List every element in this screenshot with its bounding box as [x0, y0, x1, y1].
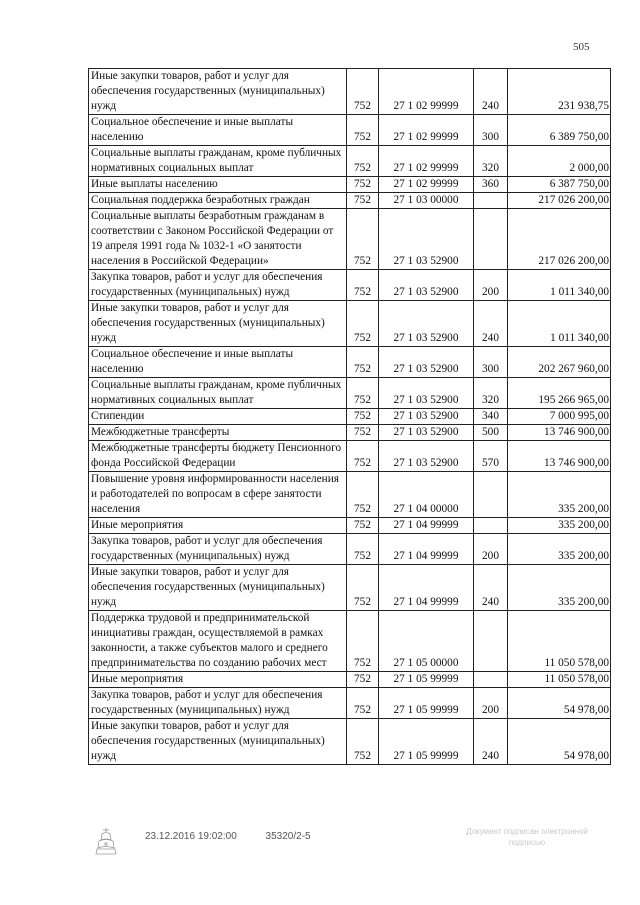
row-expense-type-cell: 500 [474, 425, 508, 441]
row-expense-type-cell [474, 472, 508, 518]
row-target-code-cell: 27 1 03 52900 [379, 409, 474, 425]
footer-datetime: 23.12.2016 19:02:00 [145, 831, 237, 842]
budget-table [88, 68, 611, 765]
row-target-code-cell: 27 1 03 52900 [379, 347, 474, 378]
row-ministry-code-cell: 752 [347, 209, 379, 270]
emblem-icon [94, 826, 118, 861]
row-name-cell: Иные мероприятия [89, 672, 347, 688]
row-name-cell: Закупка товаров, работ и услуг для обеспечения государственных (муниципальных) нужд [89, 688, 347, 719]
table-row [89, 301, 611, 347]
row-name-cell: Иные закупки товаров, работ и услуг для обеспечения государственных (муниципальных) нужд [89, 301, 347, 347]
table-row [89, 270, 611, 301]
row-amount-cell: 217 026 200,00 [508, 209, 611, 270]
signature-stamp: Документ подписан электронной подписью [466, 827, 588, 847]
row-ministry-code-cell: 752 [347, 193, 379, 209]
table-row [89, 115, 611, 146]
row-target-code-cell: 27 1 05 00000 [379, 611, 474, 672]
row-amount-cell: 217 026 200,00 [508, 193, 611, 209]
row-amount-cell: 335 200,00 [508, 534, 611, 565]
row-amount-cell: 335 200,00 [508, 518, 611, 534]
row-target-code-cell: 27 1 02 99999 [379, 177, 474, 193]
row-target-code-cell: 27 1 03 00000 [379, 193, 474, 209]
row-expense-type-cell: 320 [474, 146, 508, 177]
row-expense-type-cell: 240 [474, 301, 508, 347]
row-target-code-cell: 27 1 03 52900 [379, 209, 474, 270]
row-expense-type-cell: 240 [474, 565, 508, 611]
row-target-code-cell: 27 1 03 52900 [379, 378, 474, 409]
table-row [89, 177, 611, 193]
table-row [89, 69, 611, 115]
row-ministry-code-cell: 752 [347, 719, 379, 765]
row-target-code-cell: 27 1 04 99999 [379, 518, 474, 534]
row-expense-type-cell [474, 672, 508, 688]
row-name-cell: Социальная поддержка безработных граждан [89, 193, 347, 209]
table-row [89, 378, 611, 409]
row-expense-type-cell: 200 [474, 688, 508, 719]
row-target-code-cell: 27 1 05 99999 [379, 688, 474, 719]
table-row [89, 672, 611, 688]
row-target-code-cell: 27 1 04 00000 [379, 472, 474, 518]
row-ministry-code-cell: 752 [347, 69, 379, 115]
row-amount-cell: 2 000,00 [508, 146, 611, 177]
row-name-cell: Межбюджетные трансферты [89, 425, 347, 441]
row-ministry-code-cell: 752 [347, 177, 379, 193]
row-target-code-cell: 27 1 05 99999 [379, 672, 474, 688]
row-expense-type-cell [474, 193, 508, 209]
row-amount-cell: 231 938,75 [508, 69, 611, 115]
row-expense-type-cell [474, 209, 508, 270]
row-name-cell: Социальные выплаты гражданам, кроме публичных нормативных социальных выплат [89, 146, 347, 177]
row-ministry-code-cell: 752 [347, 518, 379, 534]
row-expense-type-cell: 300 [474, 115, 508, 146]
row-name-cell: Социальные выплаты гражданам, кроме публичных нормативных социальных выплат [89, 378, 347, 409]
row-ministry-code-cell: 752 [347, 409, 379, 425]
table-row [89, 193, 611, 209]
row-name-cell: Иные закупки товаров, работ и услуг для обеспечения государственных (муниципальных) нужд [89, 69, 347, 115]
row-ministry-code-cell: 752 [347, 688, 379, 719]
row-amount-cell: 54 978,00 [508, 719, 611, 765]
row-name-cell: Повышение уровня информированности населения и работодателей по вопросам в сфере занятости населения [89, 472, 347, 518]
row-ministry-code-cell: 752 [347, 146, 379, 177]
row-name-cell: Закупка товаров, работ и услуг для обеспечения государственных (муниципальных) нужд [89, 534, 347, 565]
row-expense-type-cell: 200 [474, 270, 508, 301]
row-ministry-code-cell: 752 [347, 378, 379, 409]
table-row [89, 441, 611, 472]
table-row [89, 425, 611, 441]
row-expense-type-cell: 240 [474, 69, 508, 115]
table-row [89, 534, 611, 565]
row-ministry-code-cell: 752 [347, 425, 379, 441]
row-name-cell: Межбюджетные трансферты бюджету Пенсионного фонда Российской Федерации [89, 441, 347, 472]
row-amount-cell: 13 746 900,00 [508, 425, 611, 441]
table-row [89, 518, 611, 534]
row-target-code-cell: 27 1 02 99999 [379, 115, 474, 146]
row-name-cell: Иные закупки товаров, работ и услуг для обеспечения государственных (муниципальных) нужд [89, 565, 347, 611]
row-ministry-code-cell: 752 [347, 347, 379, 378]
table-row [89, 472, 611, 518]
row-target-code-cell: 27 1 04 99999 [379, 534, 474, 565]
row-amount-cell: 335 200,00 [508, 472, 611, 518]
row-target-code-cell: 27 1 02 99999 [379, 146, 474, 177]
row-expense-type-cell: 570 [474, 441, 508, 472]
row-target-code-cell: 27 1 03 52900 [379, 301, 474, 347]
row-name-cell: Социальное обеспечение и иные выплаты населению [89, 115, 347, 146]
table-row [89, 347, 611, 378]
row-name-cell: Иные закупки товаров, работ и услуг для обеспечения государственных (муниципальных) нужд [89, 719, 347, 765]
row-target-code-cell: 27 1 03 52900 [379, 270, 474, 301]
row-amount-cell: 1 011 340,00 [508, 270, 611, 301]
row-amount-cell: 6 387 750,00 [508, 177, 611, 193]
row-target-code-cell: 27 1 02 99999 [379, 69, 474, 115]
row-amount-cell: 11 050 578,00 [508, 611, 611, 672]
row-name-cell: Закупка товаров, работ и услуг для обеспечения государственных (муниципальных) нужд [89, 270, 347, 301]
table-row [89, 146, 611, 177]
row-amount-cell: 202 267 960,00 [508, 347, 611, 378]
row-ministry-code-cell: 752 [347, 441, 379, 472]
row-amount-cell: 1 011 340,00 [508, 301, 611, 347]
row-ministry-code-cell: 752 [347, 472, 379, 518]
row-amount-cell: 6 389 750,00 [508, 115, 611, 146]
row-ministry-code-cell: 752 [347, 611, 379, 672]
document-footer [145, 831, 311, 842]
table-row [89, 611, 611, 672]
row-target-code-cell: 27 1 05 99999 [379, 719, 474, 765]
row-expense-type-cell: 360 [474, 177, 508, 193]
row-target-code-cell: 27 1 04 99999 [379, 565, 474, 611]
row-name-cell: Социальные выплаты безработным гражданам в соответствии с Законом Российской Федерации от 19 апреля 1991 года № 1032-1 «О занятости населения в Российской Федерации» [89, 209, 347, 270]
row-expense-type-cell: 340 [474, 409, 508, 425]
page-number: 505 [573, 41, 590, 53]
row-amount-cell: 7 000 995,00 [508, 409, 611, 425]
row-ministry-code-cell: 752 [347, 301, 379, 347]
footer-doc-id: 35320/2-5 [265, 831, 311, 842]
row-amount-cell: 13 746 900,00 [508, 441, 611, 472]
row-ministry-code-cell: 752 [347, 565, 379, 611]
row-name-cell: Иные мероприятия [89, 518, 347, 534]
row-amount-cell: 54 978,00 [508, 688, 611, 719]
row-amount-cell: 335 200,00 [508, 565, 611, 611]
row-ministry-code-cell: 752 [347, 672, 379, 688]
row-expense-type-cell [474, 611, 508, 672]
row-target-code-cell: 27 1 03 52900 [379, 425, 474, 441]
row-amount-cell: 195 266 965,00 [508, 378, 611, 409]
row-name-cell: Иные выплаты населению [89, 177, 347, 193]
row-ministry-code-cell: 752 [347, 270, 379, 301]
row-expense-type-cell [474, 518, 508, 534]
table-row [89, 565, 611, 611]
row-expense-type-cell: 300 [474, 347, 508, 378]
row-name-cell: Стипендии [89, 409, 347, 425]
row-target-code-cell: 27 1 03 52900 [379, 441, 474, 472]
row-expense-type-cell: 200 [474, 534, 508, 565]
row-name-cell: Поддержка трудовой и предпринимательской инициативы граждан, осуществляемой в рамках законности, а также субъектов малого и среднего предпринимательства по созданию рабочих мест [89, 611, 347, 672]
row-ministry-code-cell: 752 [347, 534, 379, 565]
table-row [89, 688, 611, 719]
table-row [89, 409, 611, 425]
table-row [89, 209, 611, 270]
row-expense-type-cell: 240 [474, 719, 508, 765]
table-row [89, 719, 611, 765]
row-name-cell: Социальное обеспечение и иные выплаты населению [89, 347, 347, 378]
row-ministry-code-cell: 752 [347, 115, 379, 146]
row-expense-type-cell: 320 [474, 378, 508, 409]
row-amount-cell: 11 050 578,00 [508, 672, 611, 688]
